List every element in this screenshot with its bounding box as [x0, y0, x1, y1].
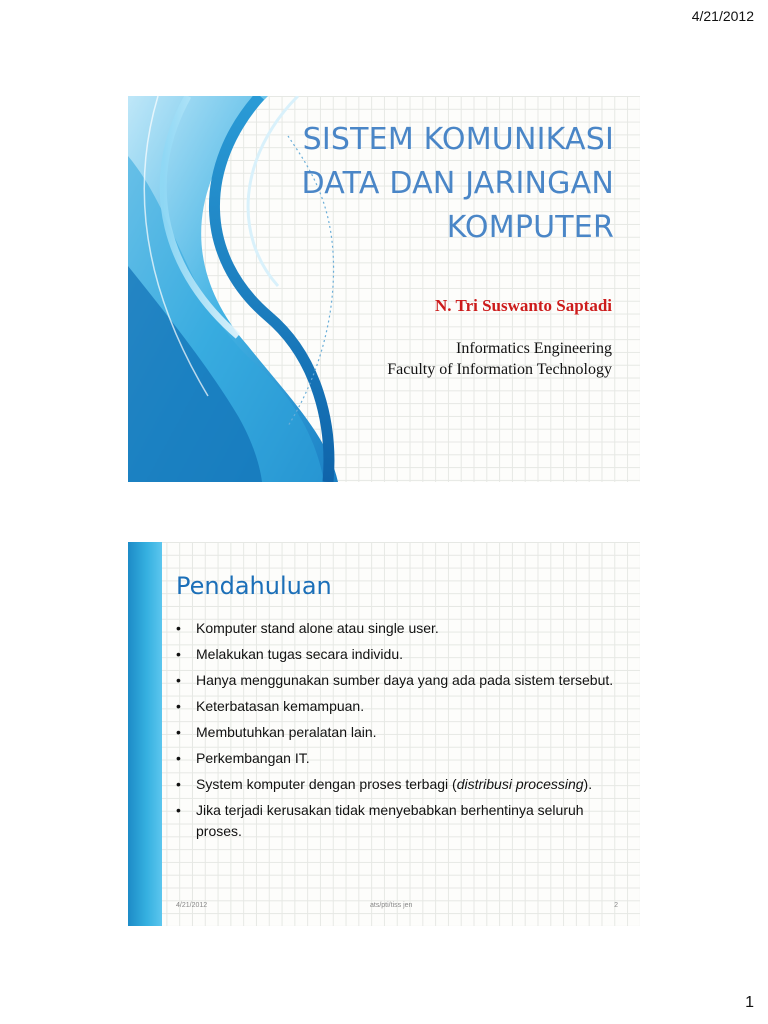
list-item: • Jika terjadi kerusakan tidak menyebabkan berhentinya seluruh proses. [176, 802, 584, 839]
list-item: • Membutuhkan peralatan lain. [170, 722, 630, 743]
slide-footer [128, 902, 640, 914]
page-date: 4/21/2012 [691, 8, 754, 24]
slide-heading: Pendahuluan [176, 572, 332, 600]
bullet-icon: • [176, 750, 181, 766]
slide-side-bar [128, 542, 162, 926]
bullet-icon: • [176, 672, 181, 688]
list-item: • System komputer dengan proses terbagi (distribusi processing). [170, 774, 630, 795]
bullet-icon: • [176, 620, 181, 636]
page-number: 1 [745, 994, 754, 1011]
bullet-icon: • [176, 646, 181, 662]
slide-footer-number: 2 [614, 902, 618, 909]
slide-title [254, 118, 614, 250]
list-item: • Hanya menggunakan sumber daya yang ada pada sistem tersebut. [170, 670, 630, 691]
title-line-2: DATA DAN JARINGAN [301, 166, 614, 201]
list-item: • Perkembangan IT. [170, 748, 630, 769]
title-line-3: KOMPUTER [446, 210, 614, 245]
author-name: N. Tri Suswanto Saptadi [435, 296, 612, 315]
list-item: • Keterbatasan kemampuan. [170, 696, 630, 717]
bullet-icon: • [176, 802, 181, 818]
italic-term: distribusi processing [456, 776, 584, 792]
title-slide [128, 96, 640, 482]
affiliation-line-2: Faculty of Information Technology [387, 361, 612, 378]
bullet-list [170, 618, 630, 847]
slide-footer-text: ats/pti/tiss jen [370, 902, 413, 909]
bullet-icon: • [176, 698, 181, 714]
affiliation-line-1: Informatics Engineering [456, 340, 612, 357]
list-item: • Komputer stand alone atau single user. [170, 618, 630, 639]
slide-footer-date: 4/21/2012 [176, 902, 208, 909]
title-line-1: SISTEM KOMUNIKASI [302, 122, 614, 157]
content-slide [128, 542, 640, 926]
bullet-icon: • [176, 776, 181, 792]
bullet-icon: • [176, 724, 181, 740]
affiliation [387, 338, 612, 380]
list-item: • Melakukan tugas secara individu. [170, 644, 630, 665]
